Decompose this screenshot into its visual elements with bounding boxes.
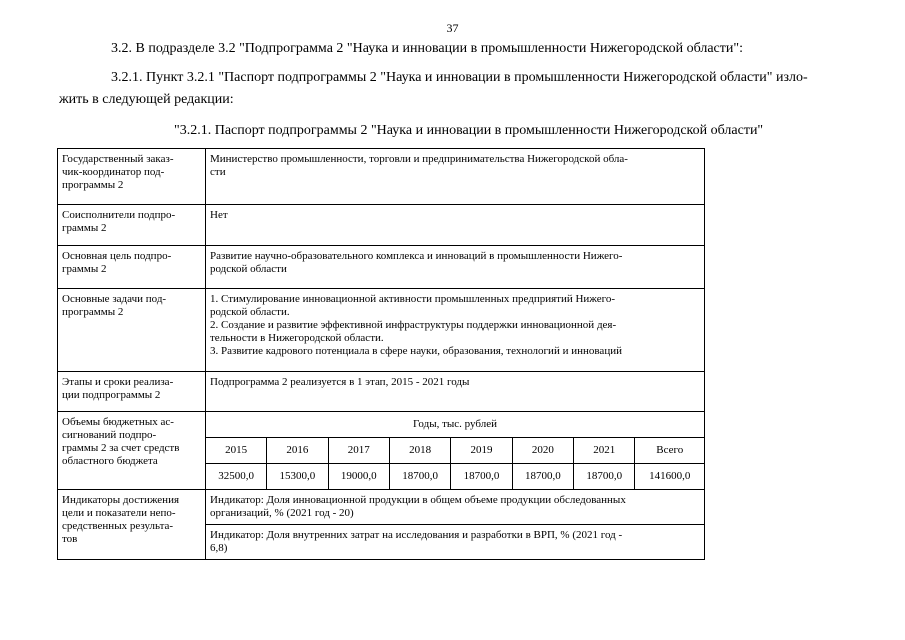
budget-header: Годы, тыс. рублей [206,412,704,438]
table-row-indicators [58,490,705,560]
row-label-coordinator: Государственный заказ- чик-координатор под- программы 2 [58,149,206,205]
amount-cell: 18700,0 [389,464,450,490]
budget-table [206,412,704,489]
year-cell: 2018 [389,438,450,464]
row-value-stages: Подпрограмма 2 реализуется в 1 этап, 2015 - 2021 годы [206,372,705,412]
year-cell: 2020 [512,438,573,464]
amount-cell: 18700,0 [451,464,512,490]
paragraph-3-2-1-line-1: 3.2.1. Пункт 3.2.1 "Паспорт подпрограммы 2 "Наука и инновации в промышленности Нижегородской области" изло- [111,70,808,85]
paragraph-3-2-1-line-2: жить в следующей редакции: [59,92,234,107]
row-label-coexecutors: Соисполнители подпро- граммы 2 [58,205,206,246]
passport-table [57,148,705,560]
row-label-stages: Этапы и сроки реализа- ции подпрограммы 2 [58,372,206,412]
passport-heading: "3.2.1. Паспорт подпрограммы 2 "Наука и инновации в промышленности Нижегородской области" [174,123,764,138]
amount-cell: 18700,0 [574,464,635,490]
table-row [58,205,705,246]
page-number: 37 [446,21,459,35]
row-label-budget: Объемы бюджетных ас- сигнований подпро- граммы 2 за счет средств областного бюджета [58,412,206,490]
year-cell: 2021 [574,438,635,464]
year-cell: 2015 [206,438,267,464]
indicator-item: Индикатор: Доля инновационной продукции в общем объеме продукции обследованных организаций, % (2021 год - 20) [210,494,626,519]
row-label-indicators: Индикаторы достижения цели и показатели непо- средственных результа- тов [58,490,206,560]
total-header-cell: Всего [635,438,704,464]
indicators-cell [206,490,705,560]
year-cell: 2016 [267,438,328,464]
table-row [58,149,705,205]
row-label-goal: Основная цель подпро- граммы 2 [58,246,206,289]
budget-years-row [206,438,704,464]
amount-cell: 15300,0 [267,464,328,490]
amount-cell: 18700,0 [512,464,573,490]
paragraph-3-2: 3.2. В подразделе 3.2 "Подпрограмма 2 "Наука и инновации в промышленности Нижегородской области": [111,41,743,56]
year-cell: 2017 [328,438,389,464]
table-row [58,289,705,372]
indicator-item: Индикатор: Доля внутренних затрат на исследования и разработки в ВРП, % (2021 год - 6,8) [206,524,704,559]
table-row-budget [58,412,705,490]
budget-amounts-row [206,464,704,490]
amount-cell: 19000,0 [328,464,389,490]
year-cell: 2019 [451,438,512,464]
table-row [58,372,705,412]
row-value-tasks: 1. Стимулирование инновационной активности промышленных предприятий Нижего- родской области. 2. Создание и развитие эффективной инфраструктуры поддержки инновационной дея- тельности в Нижегородской области. 3. Развитие кадрового потенциала в сфере науки, образования, технологий и инноваций [206,289,705,372]
row-value-coordinator: Министерство промышленности, торговли и предпринимательства Нижегородской обла- сти [206,149,705,205]
amount-cell: 32500,0 [206,464,267,490]
table-row [58,246,705,289]
row-value-coexecutors: Нет [206,205,705,246]
budget-cell [206,412,705,490]
row-value-goal: Развитие научно-образовательного комплекса и инноваций в промышленности Нижего- родской области [206,246,705,289]
row-label-tasks: Основные задачи под- программы 2 [58,289,206,372]
total-amount-cell: 141600,0 [635,464,704,490]
paragraph-3-2-1 [59,67,846,111]
